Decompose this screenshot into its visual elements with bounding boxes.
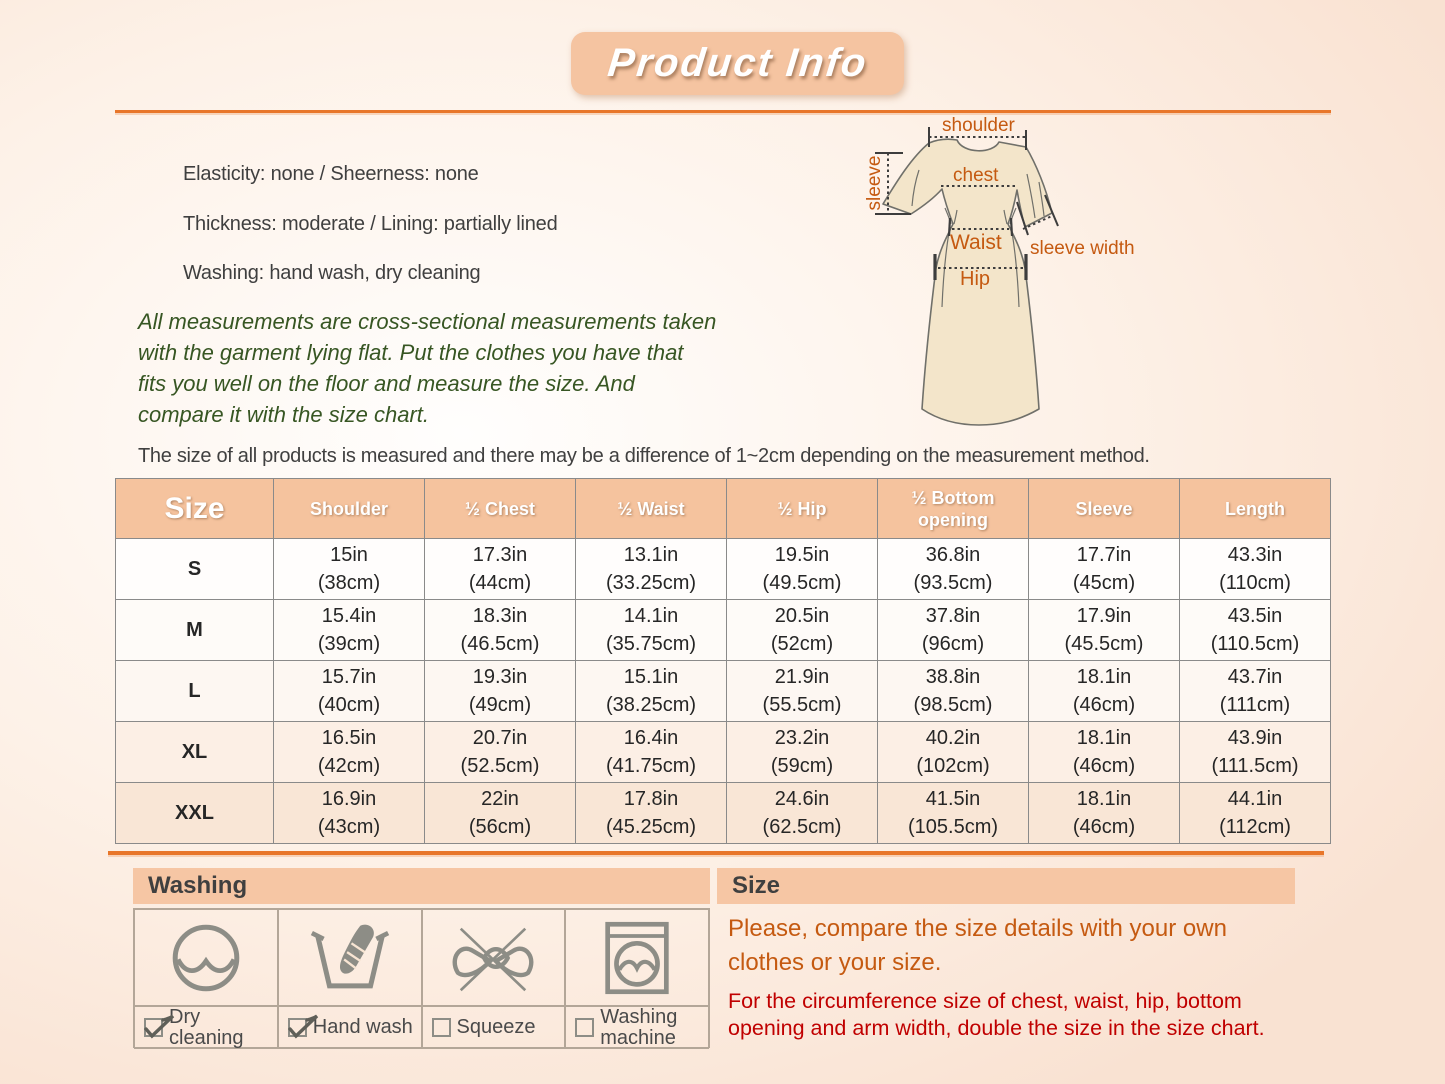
table-cell: 37.8in (96cm) [878, 600, 1029, 661]
size-label: L [116, 661, 274, 722]
hand-wash-cell [278, 909, 422, 1006]
diagram-label-chest: chest [953, 165, 999, 186]
washing-section-title: Washing [148, 872, 248, 899]
table-cell: 43.9in (111.5cm) [1180, 722, 1331, 783]
table-cell: 22in (56cm) [425, 783, 576, 844]
col-header-half-waist: ½ Waist [576, 479, 727, 539]
table-row-m [116, 600, 1331, 661]
washing-item-label: Washing machine [600, 1005, 678, 1049]
table-cell: 41.5in (105.5cm) [878, 783, 1029, 844]
squeeze-label-cell [422, 1006, 566, 1049]
table-row-s [116, 539, 1331, 600]
dry-cleaning-label-cell [134, 1006, 278, 1049]
size-section-title: Size [732, 872, 781, 899]
diagram-label-sleeve: sleeve [864, 155, 885, 211]
table-cell: 15.7in (40cm) [274, 661, 425, 722]
washing-machine-icon [593, 914, 681, 1002]
table-cell: 23.2in (59cm) [727, 722, 878, 783]
table-cell: 15in (38cm) [274, 539, 425, 600]
dress-measurement-diagram [853, 112, 1193, 444]
col-header-half-hip: ½ Hip [727, 479, 878, 539]
diagram-label-hip: Hip [960, 268, 991, 290]
table-cell: 36.8in (93.5cm) [878, 539, 1029, 600]
dry-cleaning-cell [134, 909, 278, 1006]
washing-item-label: Squeeze [456, 1016, 536, 1038]
hand-wash-icon [306, 914, 394, 1002]
table-cell: 24.6in (62.5cm) [727, 783, 878, 844]
diagram-label-shoulder: shoulder [942, 115, 1015, 136]
table-cell: 19.3in (49cm) [425, 661, 576, 722]
diagram-label-sleeve-width: sleeve width [1030, 238, 1135, 259]
page-title: Product Info [605, 41, 870, 85]
size-note-secondary: For the circumference size of chest, waist, hip, bottom opening and arm width, double the size in the size chart. [728, 989, 1265, 1040]
dress-illustration [853, 112, 1193, 444]
table-row-xl [116, 722, 1331, 783]
no-squeeze-icon [445, 914, 541, 1002]
col-header-size: Size [116, 479, 274, 539]
table-cell: 20.5in (52cm) [727, 600, 878, 661]
washing-section-header [133, 868, 710, 904]
size-section-header [717, 868, 1295, 904]
table-cell: 18.1in (46cm) [1029, 661, 1180, 722]
washing-symbols-grid [133, 908, 710, 1048]
table-cell: 16.4in (41.75cm) [576, 722, 727, 783]
table-cell: 18.1in (46cm) [1029, 722, 1180, 783]
table-cell: 18.3in (46.5cm) [425, 600, 576, 661]
size-label: XL [116, 722, 274, 783]
dry-cleaning-checkbox [144, 1018, 163, 1037]
table-cell: 15.4in (39cm) [274, 600, 425, 661]
hand-wash-label-cell [278, 1006, 422, 1049]
page-title-banner [571, 32, 904, 95]
table-cell: 16.9in (43cm) [274, 783, 425, 844]
table-cell: 43.3in (110cm) [1180, 539, 1331, 600]
size-table-header-row [116, 479, 1331, 539]
washing-machine-label-cell [565, 1006, 709, 1049]
table-bottom-divider [108, 851, 1324, 855]
no-squeeze-cell [422, 909, 566, 1006]
measurement-note: All measurements are cross-sectional measurements taken with the garment lying flat. Put the clothes you have that fits you well on the floor and measure the size. And compare it with the size chart. [138, 309, 717, 427]
size-label: XXL [116, 783, 274, 844]
table-cell: 16.5in (42cm) [274, 722, 425, 783]
washing-item-label: Dry cleaning [169, 1005, 244, 1049]
size-table [115, 478, 1331, 844]
table-cell: 43.5in (110.5cm) [1180, 600, 1331, 661]
col-header-half-chest: ½ Chest [425, 479, 576, 539]
table-cell: 17.3in (44cm) [425, 539, 576, 600]
table-cell: 38.8in (98.5cm) [878, 661, 1029, 722]
table-row-xxl [116, 783, 1331, 844]
hand-wash-checkbox [288, 1018, 307, 1037]
table-cell: 18.1in (46cm) [1029, 783, 1180, 844]
table-cell: 13.1in (33.25cm) [576, 539, 727, 600]
table-cell: 17.8in (45.25cm) [576, 783, 727, 844]
table-cell: 15.1in (38.25cm) [576, 661, 727, 722]
size-note-primary: Please, compare the size details with your own clothes or your size. [728, 915, 1227, 976]
table-cell: 14.1in (35.75cm) [576, 600, 727, 661]
table-cell: 44.1in (112cm) [1180, 783, 1331, 844]
check-mark-icon [287, 1007, 321, 1039]
col-header-shoulder: Shoulder [274, 479, 425, 539]
info-elasticity: Elasticity: none / Sheerness: none [183, 163, 479, 185]
dry-cleaning-icon [162, 914, 250, 1002]
table-cell: 43.7in (111cm) [1180, 661, 1331, 722]
table-cell: 17.9in (45.5cm) [1029, 600, 1180, 661]
table-cell: 20.7in (52.5cm) [425, 722, 576, 783]
check-mark-icon [143, 1007, 177, 1039]
col-header-length: Length [1180, 479, 1331, 539]
washing-machine-cell [565, 909, 709, 1006]
squeeze-checkbox [432, 1018, 451, 1037]
size-label: M [116, 600, 274, 661]
washing-item-label: Hand wash [312, 1016, 413, 1038]
diagram-label-waist: Waist [950, 231, 1002, 254]
tolerance-note: The size of all products is measured and there may be a difference of 1~2cm depending on the measurement method. [138, 445, 1150, 467]
info-washing: Washing: hand wash, dry cleaning [183, 262, 481, 284]
table-cell: 17.7in (45cm) [1029, 539, 1180, 600]
col-header-sleeve: Sleeve [1029, 479, 1180, 539]
info-thickness: Thickness: moderate / Lining: partially lined [183, 213, 558, 235]
table-cell: 19.5in (49.5cm) [727, 539, 878, 600]
washing-machine-checkbox [575, 1018, 594, 1037]
table-cell: 40.2in (102cm) [878, 722, 1029, 783]
col-header-half-bottom-opening: ½ Bottom opening [878, 479, 1029, 539]
table-row-l [116, 661, 1331, 722]
table-cell: 21.9in (55.5cm) [727, 661, 878, 722]
size-label: S [116, 539, 274, 600]
